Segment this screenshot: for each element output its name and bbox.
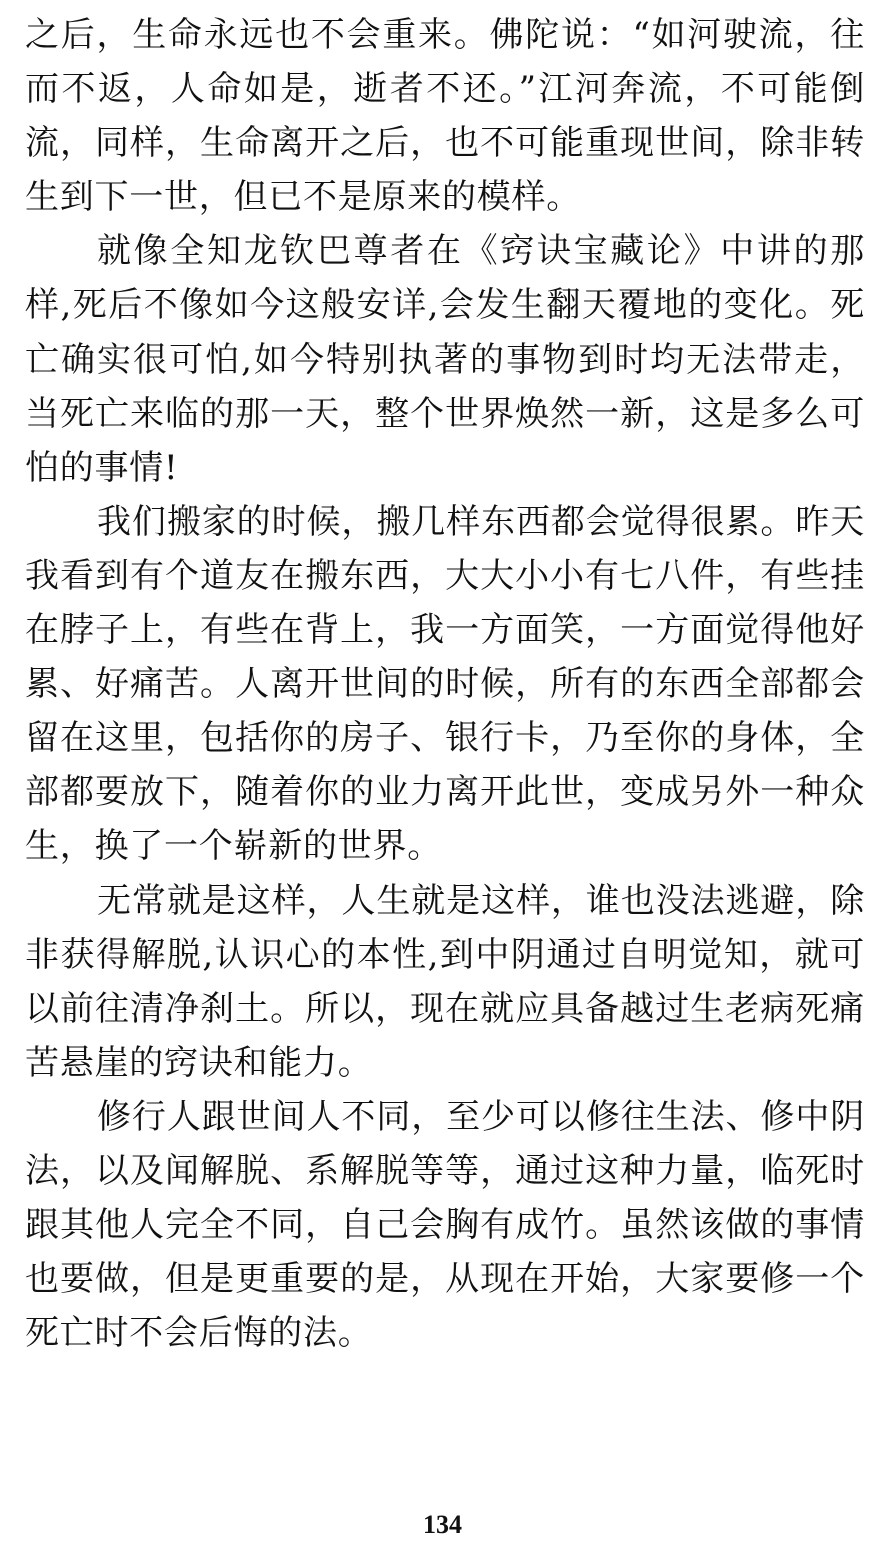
paragraph-4: 无常就是这样，人生就是这样，谁也没法逃避，除非获得解脱,认识心的本性,到中阴通过自明觉知，就可以前往清净刹土。所以，现在就应具备越过生老病死痛苦悬崖的窍诀和能力。: [25, 880, 865, 1083]
page-body: [25, 8, 865, 1360]
paragraph-3: 我们搬家的时候，搬几样东西都会觉得很累。昨天我看到有个道友在搬东西，大大小小有七八件，有些挂在脖子上，有些在背上，我一方面笑，一方面觉得他好累、好痛苦。人离开世间的时候，所有的东西全部都会留在这里，包括你的房子、银行卡，乃至你的身体，全部都要放下，随着你的业力离开此世，变成另外一种众生，换了一个崭新的世界。: [25, 501, 865, 867]
page-number: 134: [423, 1510, 462, 1539]
paragraph-2: 就像全知龙钦巴尊者在《窍诀宝藏论》中讲的那样,死后不像如今这般安详,会发生翻天覆地的变化。死亡确实很可怕,如今特别执著的事物到时均无法带走，当死亡来临的那一天，整个世界焕然一新，这是多么可怕的事情!: [25, 231, 865, 488]
paragraph-5: 修行人跟世间人不同，至少可以修往生法、修中阴法，以及闻解脱、系解脱等等，通过这种力量，临死时跟其他人完全不同，自己会胸有成竹。虽然该做的事情也要做，但是更重要的是，从现在开始，大家要修一个死亡时不会后悔的法。: [25, 1096, 865, 1354]
paragraph-1: 之后，生命永远也不会重来。佛陀说：“如河驶流，往而不返，人命如是，逝者不还。”江河奔流，不可能倒流，同样，生命离开之后，也不可能重现世间，除非转生到下一世，但已不是原来的模样。: [25, 15, 865, 218]
